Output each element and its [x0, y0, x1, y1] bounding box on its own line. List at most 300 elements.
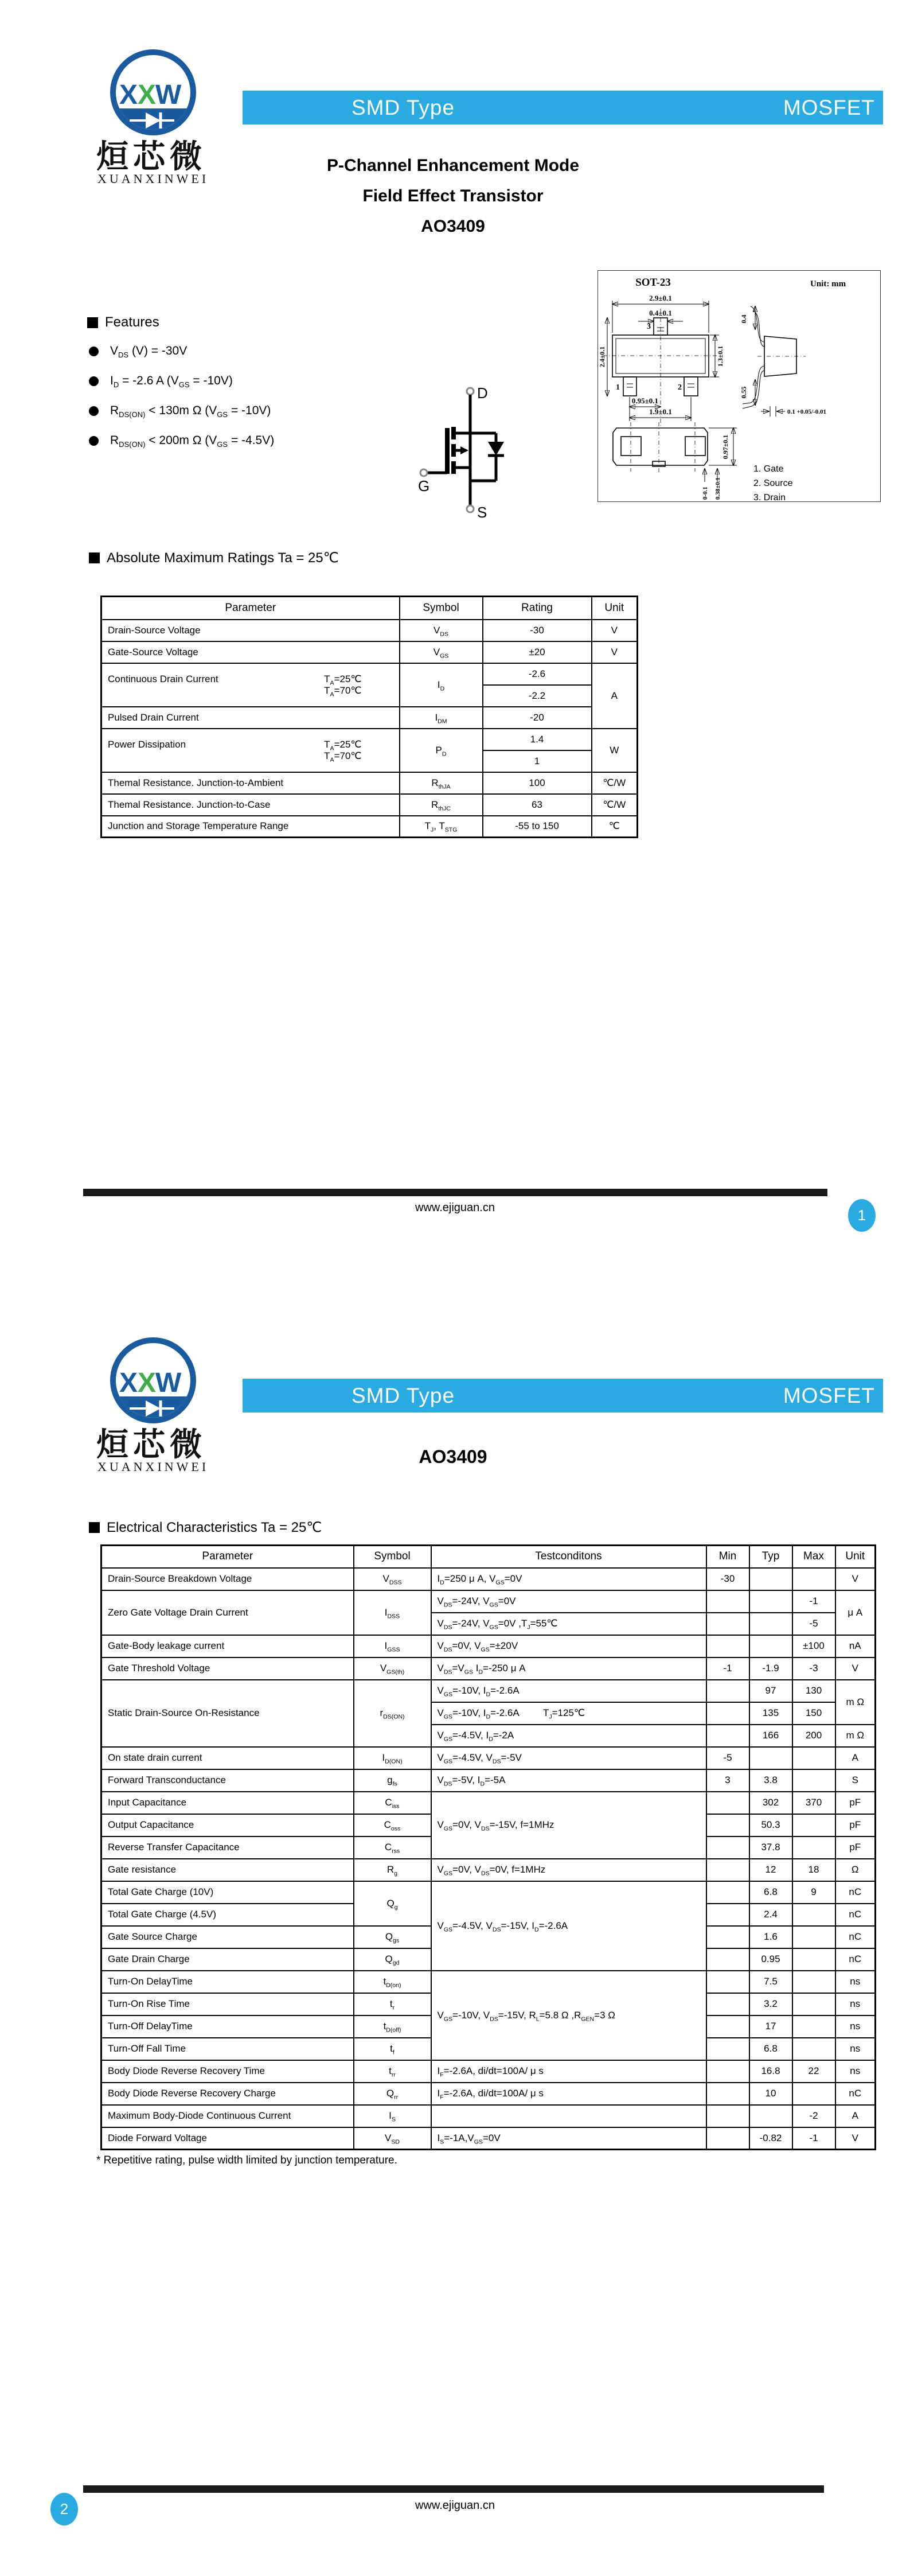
table-cell: 6.8	[749, 1881, 792, 1904]
table-cell: $V_{GS(th)}$	[354, 1657, 431, 1680]
table-cell	[792, 1948, 835, 1971]
table-cell: $I_D$	[400, 663, 483, 707]
table-row	[101, 1680, 876, 1702]
table-cell: -5	[706, 1747, 749, 1769]
table-cell: $V_{GS}=0V$, $V_{DS}=-15V$, f=1MHz	[431, 1792, 706, 1859]
table-cell: Body Diode Reverse Recovery Charge	[101, 2083, 354, 2105]
table-cell: $I_{DM}$	[400, 707, 483, 729]
table-cell: Themal Resistance. Junction-to-Case	[101, 794, 400, 816]
table-cell: $C_{rss}$	[354, 1836, 431, 1859]
table-cell	[706, 2083, 749, 2105]
table-cell	[749, 1590, 792, 1613]
table-cell	[706, 1680, 749, 1702]
mosfet-schematic	[416, 373, 571, 545]
table-cell: Turn-Off Fall Time	[101, 2038, 354, 2060]
table-cell: $I_{D(ON)}$	[354, 1747, 431, 1769]
table-cell	[749, 2105, 792, 2127]
table-cell: Input Capacitance	[101, 1792, 354, 1814]
logo-cn-name: 烜芯微	[96, 138, 206, 174]
banner-mosfet: MOSFET	[783, 1383, 875, 1407]
table-row	[101, 772, 638, 794]
dim-pin-pitch: 0.95±0.1	[631, 396, 659, 405]
table-cell	[706, 1635, 749, 1657]
table-cell: $V_{DS}=-5V$, $I_D=-5A$	[431, 1769, 706, 1792]
feature-item	[89, 344, 187, 358]
table-header-row	[101, 597, 638, 620]
table-cell: 7.5	[749, 1971, 792, 1993]
table-cell: $t_{rr}$	[354, 2060, 431, 2083]
table-cell: $C_{oss}$	[354, 1814, 431, 1836]
table-cell: $V_{GS}$	[400, 641, 483, 663]
table-cell: 3.2	[749, 1993, 792, 2015]
dim-overall-height: 2.4±0.1	[598, 346, 606, 368]
table-cell: $Q_g$	[354, 1881, 431, 1926]
table-cell: 10	[749, 2083, 792, 2105]
footer-rule	[83, 2485, 824, 2493]
table-cell: 200	[792, 1725, 835, 1747]
abs-max-heading	[89, 550, 339, 566]
table-cell: -30	[706, 1568, 749, 1590]
table-cell: Total Gate Charge (10V)	[101, 1881, 354, 1904]
datasheet-page-2	[0, 1288, 910, 2576]
table-cell: $r_{DS(ON)}$	[354, 1680, 431, 1747]
bullet-icon	[89, 406, 99, 416]
table-cell: ns	[835, 2038, 876, 2060]
table-cell: $R_{thJC}$	[400, 794, 483, 816]
table-cell: nC	[835, 1926, 876, 1948]
table-row	[101, 1881, 876, 1904]
table-cell: A	[835, 2105, 876, 2127]
package-title: SOT-23	[635, 277, 671, 289]
table-cell: 18	[792, 1859, 835, 1881]
column-header: Unit	[835, 1546, 876, 1568]
part-number-title	[252, 1442, 654, 1472]
table-cell: $t_f$	[354, 2038, 431, 2060]
table-cell	[792, 1568, 835, 1590]
table-cell: -1	[706, 1657, 749, 1680]
table-row	[101, 729, 638, 750]
table-cell: pF	[835, 1814, 876, 1836]
dim-lead-shoulder: 0.4	[740, 314, 748, 324]
table-cell: $P_D$	[400, 729, 483, 772]
table-cell: Continuous Drain Current $T_A=25℃$ $T_A=70℃$	[101, 663, 400, 707]
table-cell: Turn-Off DelayTime	[101, 2015, 354, 2038]
abs-table	[100, 596, 638, 838]
banner-smd-type: SMD Type	[351, 95, 455, 119]
table-cell: nC	[835, 1948, 876, 1971]
table-cell	[706, 2060, 749, 2083]
table-cell: 16.8	[749, 2060, 792, 2083]
table-cell: -5	[792, 1613, 835, 1635]
table-cell: 2.4	[749, 1904, 792, 1926]
table-cell: Gate Source Charge	[101, 1926, 354, 1948]
table-cell: -30	[483, 620, 592, 641]
table-cell	[792, 1814, 835, 1836]
table-cell	[792, 1769, 835, 1792]
logo-monogram-w: W	[155, 1368, 182, 1398]
table-cell	[706, 1881, 749, 1904]
page-number-badge: 1	[848, 1199, 876, 1232]
table-cell: -1	[792, 2127, 835, 2150]
table-cell	[706, 1971, 749, 1993]
table-cell	[792, 1926, 835, 1948]
table-row	[101, 1971, 876, 1993]
table-cell: 22	[792, 2060, 835, 2083]
table-cell: Reverse Transfer Capacitance	[101, 1836, 354, 1859]
logo-monogram-x2: X	[138, 80, 157, 110]
table-cell: 370	[792, 1792, 835, 1814]
table-cell: Drain-Source Breakdown Voltage	[101, 1568, 354, 1590]
table-cell: V	[592, 620, 638, 641]
table-cell: nA	[835, 1635, 876, 1657]
table-cell: $Q_{rr}$	[354, 2083, 431, 2105]
feature-item	[89, 404, 271, 418]
table-cell: ns	[835, 1971, 876, 1993]
table-row	[101, 2060, 876, 2083]
table-cell: $V_{GS}=-4.5V$, $V_{DS}=-15V$, $I_D=-2.6A$	[431, 1881, 706, 1971]
table-cell	[792, 1904, 835, 1926]
table-cell: Maximum Body-Diode Continuous Current	[101, 2105, 354, 2127]
table-cell	[706, 1993, 749, 2015]
table-cell: $Q_{gs}$	[354, 1926, 431, 1948]
table-cell: 1.6	[749, 1926, 792, 1948]
table-cell	[706, 1836, 749, 1859]
table-cell: Body Diode Reverse Recovery Time	[101, 2060, 354, 2083]
table-cell: -3	[792, 1657, 835, 1680]
table-cell: $I_{DSS}$	[354, 1590, 431, 1635]
package-drawing	[598, 271, 880, 501]
page-number-badge: 2	[50, 2493, 78, 2526]
banner-mosfet: MOSFET	[783, 95, 875, 119]
table-row	[101, 1635, 876, 1657]
legend-gate: 1. Gate	[753, 464, 784, 474]
dim-pin-span: 1.9±0.1	[649, 407, 672, 416]
table-row	[101, 707, 638, 729]
package-outline-box	[597, 270, 881, 502]
table-cell: Total Gate Charge (4.5V)	[101, 1904, 354, 1926]
header-banner	[243, 91, 883, 124]
table-cell	[706, 1814, 749, 1836]
table-cell: 1.4	[483, 729, 592, 750]
table-cell: ns	[835, 1993, 876, 2015]
table-cell: A	[835, 1747, 876, 1769]
table-cell: Gate Drain Charge	[101, 1948, 354, 1971]
table-cell: nC	[835, 1881, 876, 1904]
table-cell: $V_{GS}=-4.5V$, $I_D=-2A$	[431, 1725, 706, 1747]
table-cell	[706, 2105, 749, 2127]
table-cell: $V_{GS}=-10V$, $I_D=-2.6A$ $T_J=125℃$	[431, 1702, 706, 1725]
feature-item	[89, 434, 274, 448]
table-cell: V	[835, 2127, 876, 2150]
table-cell: 130	[792, 1680, 835, 1702]
pin2-number: 2	[678, 383, 682, 392]
section-square-icon	[89, 1522, 100, 1533]
table-cell: Drain-Source Voltage	[101, 620, 400, 641]
table-header-row	[101, 1546, 876, 1568]
table-cell: -1.9	[749, 1657, 792, 1680]
dim-standoff: 0-0.1	[702, 487, 709, 500]
table-cell	[792, 2083, 835, 2105]
table-cell: 1	[483, 750, 592, 772]
table-row	[101, 663, 638, 685]
table-cell: $V_{DS}=V_{GS}$ $I_D=-250$ μ A	[431, 1657, 706, 1680]
table-cell	[749, 1635, 792, 1657]
table-cell: Diode Forward Voltage	[101, 2127, 354, 2150]
table-cell: A	[592, 663, 638, 729]
table-cell: $V_{GS}=-4.5V$, $V_{DS}=-5V$	[431, 1747, 706, 1769]
elec-table-wrap	[100, 1544, 876, 2150]
table-row	[101, 2105, 876, 2127]
footer-rule	[83, 1189, 827, 1196]
table-cell: Gate-Source Voltage	[101, 641, 400, 663]
schematic-source-label: S	[477, 504, 487, 521]
table-cell: 150	[792, 1702, 835, 1725]
company-logo	[96, 1337, 220, 1474]
table-cell: Zero Gate Voltage Drain Current	[101, 1590, 354, 1635]
logo-monogram-x1: X	[119, 1368, 138, 1398]
table-row	[101, 816, 638, 838]
table-cell: 63	[483, 794, 592, 816]
table-cell	[706, 1725, 749, 1747]
table-cell: Power Dissipation $T_A=25℃$ $T_A=70℃$	[101, 729, 400, 772]
column-header: Parameter	[101, 1546, 354, 1568]
table-cell	[431, 2105, 706, 2127]
table-cell: $I_{GSS}$	[354, 1635, 431, 1657]
table-cell: ℃/W	[592, 794, 638, 816]
table-cell: 100	[483, 772, 592, 794]
table-cell: ns	[835, 2060, 876, 2083]
table-cell	[706, 2015, 749, 2038]
table-cell: 97	[749, 1680, 792, 1702]
table-cell: pF	[835, 1836, 876, 1859]
dim-side-height: 0.97±0.1	[721, 434, 729, 460]
table-row	[101, 1859, 876, 1881]
table-row	[101, 1568, 876, 1590]
table-cell	[706, 1613, 749, 1635]
bullet-icon	[89, 347, 99, 356]
banner-smd-type: SMD Type	[351, 1383, 455, 1407]
table-cell: Gate Threshold Voltage	[101, 1657, 354, 1680]
schematic-drain-label: D	[477, 384, 488, 402]
table-row	[101, 1657, 876, 1680]
table-cell: 6.8	[749, 2038, 792, 2060]
table-cell: $t_{D(off)}$	[354, 2015, 431, 2038]
title-line-3-part-number: AO3409	[421, 217, 485, 236]
abs-max-table	[100, 596, 638, 838]
table-cell: 166	[749, 1725, 792, 1747]
table-row	[101, 794, 638, 816]
table-cell: Ω	[835, 1859, 876, 1881]
feature-text: $R_{DS(ON)} < 130m$ Ω $(V_{GS} = -10V)$	[110, 404, 271, 419]
table-cell: -2.2	[483, 685, 592, 707]
column-header: Symbol	[354, 1546, 431, 1568]
table-cell: 135	[749, 1702, 792, 1725]
logo-monogram-x2: X	[138, 1368, 157, 1398]
table-cell: Output Capacitance	[101, 1814, 354, 1836]
table-cell: Gate-Body leakage current	[101, 1635, 354, 1657]
table-cell: ±100	[792, 1635, 835, 1657]
table-cell: $V_{SD}$	[354, 2127, 431, 2150]
legend-source: 2. Source	[753, 478, 793, 488]
table-cell	[749, 1747, 792, 1769]
feature-text: $R_{DS(ON)} < 200m$ Ω $(V_{GS} = -4.5V)$	[110, 434, 275, 449]
elec-heading	[89, 1519, 322, 1536]
table-cell: ℃	[592, 816, 638, 838]
table-cell: $I_S$	[354, 2105, 431, 2127]
table-cell: m Ω	[835, 1680, 876, 1725]
bullet-icon	[89, 376, 99, 386]
table-cell: Gate resistance	[101, 1859, 354, 1881]
table-cell	[792, 2015, 835, 2038]
table-cell: 12	[749, 1859, 792, 1881]
table-cell: pF	[835, 1792, 876, 1814]
table-cell: $I_S=-1A,V_{GS}=0V$	[431, 2127, 706, 2150]
table-row	[101, 2083, 876, 2105]
table-cell: μ A	[835, 1590, 876, 1635]
abs-max-table-wrap	[100, 596, 638, 838]
document-title	[252, 150, 654, 242]
logo-monogram-x1: X	[119, 80, 138, 110]
dim-body-height: 1.3±0.1	[716, 345, 724, 367]
table-cell	[706, 1792, 749, 1814]
package-unit-label: Unit: mm	[810, 279, 846, 289]
table-cell: $I_F=-2.6A$, di/dt=100A/ μ s	[431, 2083, 706, 2105]
table-cell: $V_{DS}=-24V$, $V_{GS}=0V$	[431, 1590, 706, 1613]
table-cell: Themal Resistance. Junction-to-Ambient	[101, 772, 400, 794]
legend-drain: 3. Drain	[753, 493, 786, 501]
table-cell: ℃/W	[592, 772, 638, 794]
table-cell: 3	[706, 1769, 749, 1792]
column-header: Typ	[749, 1546, 792, 1568]
column-header: Symbol	[400, 597, 483, 620]
column-header: Min	[706, 1546, 749, 1568]
feature-text: $I_D = -2.6$ A $(V_{GS} = -10V)$	[110, 374, 233, 390]
table-cell	[792, 1993, 835, 2015]
features-heading	[87, 314, 159, 330]
table-cell: S	[835, 1769, 876, 1792]
table-cell: 9	[792, 1881, 835, 1904]
table-row	[101, 620, 638, 641]
table-cell: 17	[749, 2015, 792, 2038]
dim-lead-foot: 0.55	[740, 386, 748, 399]
feature-item	[89, 374, 233, 388]
part-number: AO3409	[419, 1446, 487, 1467]
elec-table	[100, 1544, 876, 2150]
table-cell: -55 to 150	[483, 816, 592, 838]
feature-text: $V_{DS}$ (V) = -30V	[110, 344, 188, 360]
features-heading-label: Features	[105, 314, 159, 330]
table-cell	[792, 2038, 835, 2060]
table-cell: ns	[835, 2015, 876, 2038]
table-cell: $I_D=250$ μ A, $V_{GS}=0V$	[431, 1568, 706, 1590]
table-cell	[706, 1948, 749, 1971]
schematic-gate-label: G	[418, 477, 430, 495]
dim-lead-thickness: 0.1 +0.05/-0.01	[787, 408, 826, 415]
logo-en-name: XUANXINWEI	[97, 172, 209, 186]
table-cell: $I_F=-2.6A$, di/dt=100A/ μ s	[431, 2060, 706, 2083]
table-row	[101, 1590, 876, 1613]
table-cell: W	[592, 729, 638, 772]
table-row	[101, 2127, 876, 2150]
table-cell: nC	[835, 1904, 876, 1926]
table-cell: 37.8	[749, 1836, 792, 1859]
table-cell: $R_g$	[354, 1859, 431, 1881]
table-cell: $g_{fs}$	[354, 1769, 431, 1792]
dim-lead-length: 0.38±0.1	[714, 477, 721, 500]
logo-cn-name: 烜芯微	[96, 1426, 206, 1462]
table-cell	[706, 1702, 749, 1725]
title-line-1: P-Channel Enhancement Mode	[326, 156, 580, 175]
table-cell: V	[835, 1657, 876, 1680]
header-banner	[243, 1379, 883, 1412]
table-cell	[706, 2127, 749, 2150]
section-square-icon	[89, 552, 100, 563]
table-cell: Turn-On Rise Time	[101, 1993, 354, 2015]
table-cell: -2	[792, 2105, 835, 2127]
footnote: * Repetitive rating, pulse width limited by junction temperature.	[96, 2154, 397, 2166]
table-cell	[706, 1590, 749, 1613]
column-header: Rating	[483, 597, 592, 620]
table-cell: $V_{DS}$	[400, 620, 483, 641]
table-cell: 50.3	[749, 1814, 792, 1836]
table-cell: -2.6	[483, 663, 592, 685]
table-cell	[706, 2038, 749, 2060]
title-line-2: Field Effect Transistor	[362, 186, 544, 205]
table-cell	[706, 1926, 749, 1948]
column-header: Max	[792, 1546, 835, 1568]
column-header: Parameter	[101, 597, 400, 620]
table-cell: 0.95	[749, 1948, 792, 1971]
table-cell	[706, 1904, 749, 1926]
abs-max-heading-label: Absolute Maximum Ratings Ta = 25℃	[107, 550, 339, 566]
table-cell: -20	[483, 707, 592, 729]
table-cell: nC	[835, 2083, 876, 2105]
table-row	[101, 1747, 876, 1769]
pin3-number: 3	[647, 322, 651, 331]
table-cell: Junction and Storage Temperature Range	[101, 816, 400, 838]
table-cell: Forward Transconductance	[101, 1769, 354, 1792]
bullet-icon	[89, 436, 99, 446]
table-cell: -0.82	[749, 2127, 792, 2150]
table-cell: $V_{DSS}$	[354, 1568, 431, 1590]
table-cell: V	[835, 1568, 876, 1590]
table-cell: -1	[792, 1590, 835, 1613]
table-cell: $t_{D(on)}$	[354, 1971, 431, 1993]
table-cell: Static Drain-Source On-Resistance	[101, 1680, 354, 1747]
table-cell: $Q_{gd}$	[354, 1948, 431, 1971]
table-cell: $V_{GS}=0V$, $V_{DS}=0V$, f=1MHz	[431, 1859, 706, 1881]
table-cell	[749, 1568, 792, 1590]
table-cell: $t_r$	[354, 1993, 431, 2015]
elec-table	[100, 1544, 876, 2150]
table-cell: m Ω	[835, 1725, 876, 1747]
column-header: Unit	[592, 597, 638, 620]
table-cell: ±20	[483, 641, 592, 663]
table-cell: Turn-On DelayTime	[101, 1971, 354, 1993]
table-cell: $R_{thJA}$	[400, 772, 483, 794]
footer-url[interactable]: www.ejiguan.cn	[415, 2499, 495, 2512]
table-cell: On state drain current	[101, 1747, 354, 1769]
table-cell: 302	[749, 1792, 792, 1814]
section-square-icon	[87, 317, 98, 328]
elec-heading-label: Electrical Characteristics Ta = 25℃	[107, 1520, 322, 1535]
footer-url[interactable]: www.ejiguan.cn	[415, 1201, 495, 1214]
pin1-number: 1	[616, 383, 620, 392]
table-cell: $V_{GS}=-10V$, $I_D=-2.6A$	[431, 1680, 706, 1702]
table-row	[101, 1792, 876, 1814]
logo-monogram-w: W	[155, 80, 182, 110]
column-header: Testconditons	[431, 1546, 706, 1568]
